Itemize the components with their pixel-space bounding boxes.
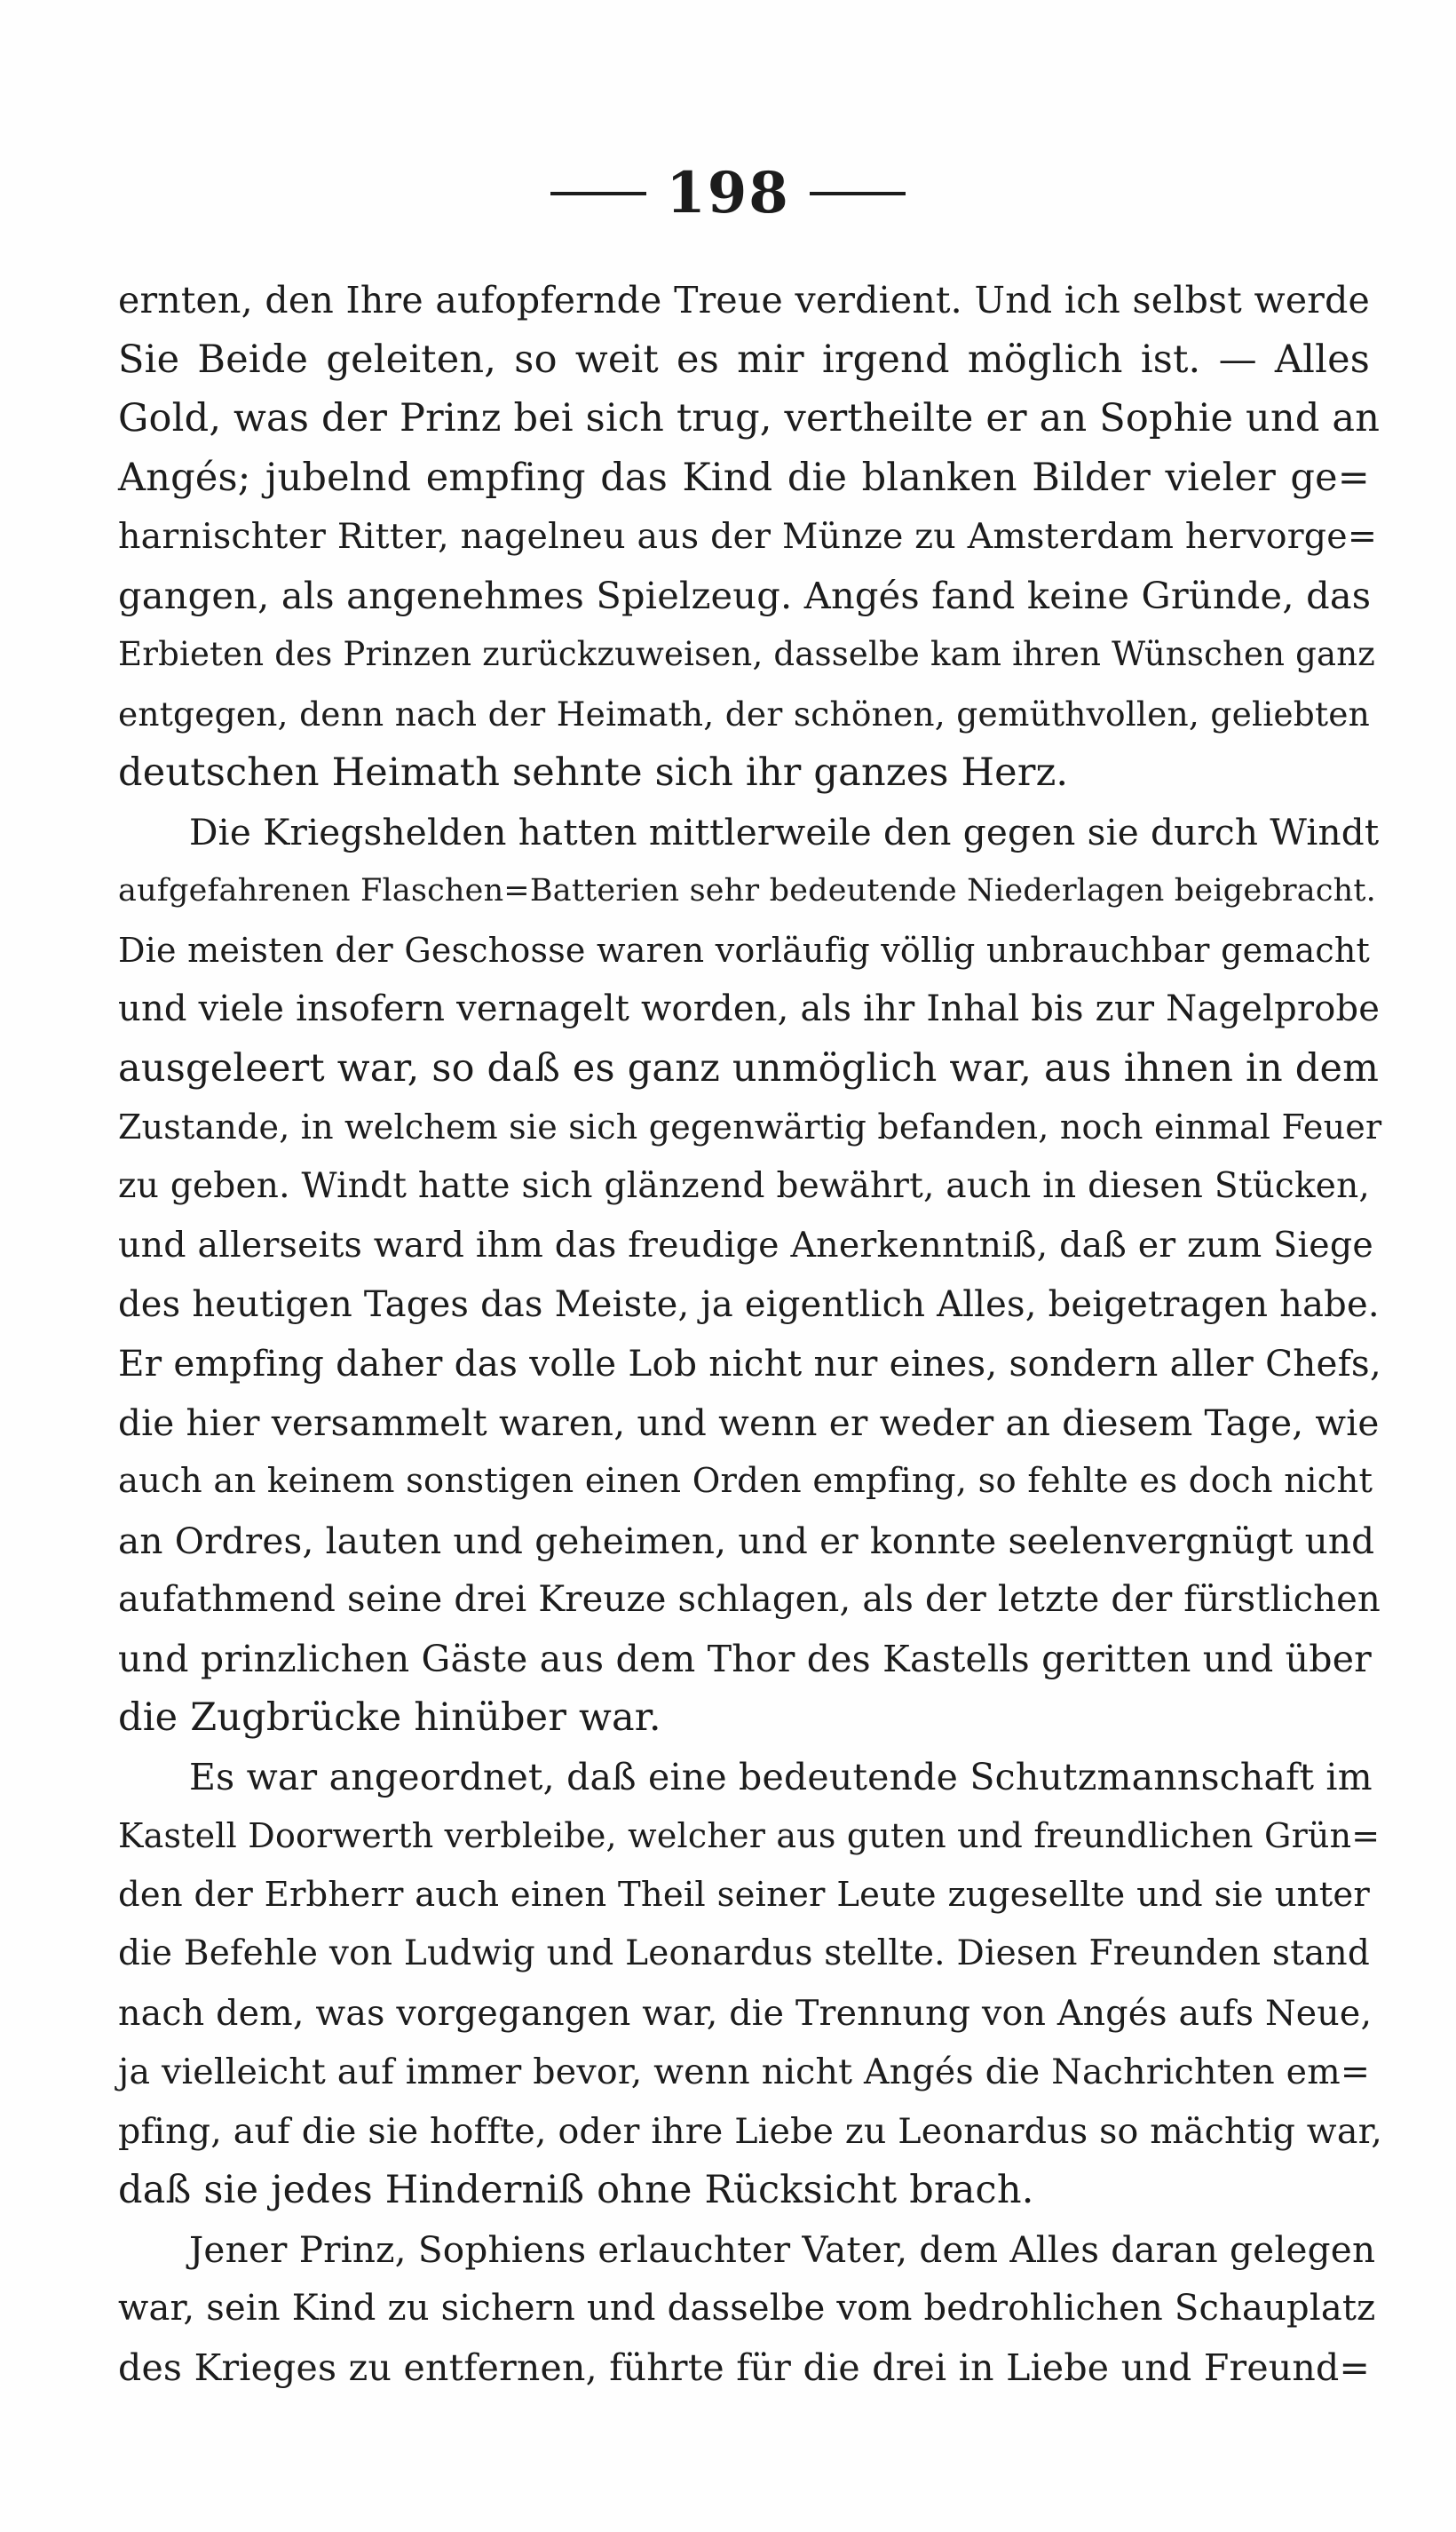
text-line: und allerseits ward ihm das freudige Anerkenntniß, daß er zum Siege <box>118 1225 1373 1266</box>
header-rule-left <box>550 192 646 195</box>
text-line: auch an keinem sonstigen einen Orden empfing, so fehlte es doch nicht <box>118 1461 1373 1501</box>
text-line: den der Erbherr auch einen Theil seiner Leute zugesellte und sie unter <box>118 1874 1370 1915</box>
text-line: Es war angeordnet, daß eine bedeutende Schutzmannschaft im <box>189 1755 1373 1798</box>
text-line: Erbieten des Prinzen zurückzuweisen, dasselbe kam ihren Wünschen ganz <box>118 635 1376 673</box>
text-line: harnischter Ritter, nagelneu aus der Münze zu Amsterdam hervorge= <box>118 516 1378 557</box>
text-line: ernten, den Ihre aufopfernde Treue verdient. Und ich selbst werde <box>118 279 1370 321</box>
text-line: Die meisten der Geschosse waren vorläufig völlig unbrauchbar gemacht <box>118 930 1370 970</box>
text-line: an Ordres, lauten und geheimen, und er konnte seelenvergnügt und <box>118 1519 1375 1562</box>
text-line: die hier versammelt waren, und wenn er weder an diesem Tage, wie <box>118 1401 1380 1444</box>
header-rule-right <box>810 192 906 195</box>
text-line: aufathmend seine drei Kreuze schlagen, als der letzte der fürstlichen <box>118 1579 1381 1620</box>
text-line: nach dem, was vorgegangen war, die Trennung von Angés aufs Neue, <box>118 1992 1373 2034</box>
text-line: entgegen, denn nach der Heimath, der schönen, gemüthvollen, geliebten <box>118 694 1370 734</box>
text-line: aufgefahrenen Flaschen=Batterien sehr bedeutende Niederlagen beigebracht. <box>118 873 1376 909</box>
text-line: Sie Beide geleiten, so weit es mir irgend möglich ist. — Alles <box>118 337 1370 382</box>
text-line: die Befehle von Ludwig und Leonardus stellte. Diesen Freunden stand <box>118 1933 1370 1973</box>
text-line: Angés; jubelnd empfing das Kind die blanken Bilder vieler ge= <box>118 455 1370 500</box>
text-line: und viele insofern vernagelt worden, als ihr Inhal bis zur Nagelprobe <box>118 988 1381 1029</box>
text-line: Er empfing daher das volle Lob nicht nur eines, sondern aller Chefs, <box>118 1342 1381 1385</box>
text-line: Kastell Doorwerth verbleibe, welcher aus guten und freundlichen Grün= <box>118 1816 1381 1855</box>
text-line: deutschen Heimath sehnte sich ihr ganzes Herz. <box>118 750 1069 795</box>
text-line: die Zugbrücke hinüber war. <box>118 1695 661 1740</box>
text-line: des heutigen Tages das Meiste, ja eigentlich Alles, beigetragen habe. <box>118 1283 1380 1325</box>
text-line: ja vielleicht auf immer bevor, wenn nicht Angés die Nachrichten em= <box>118 2052 1371 2092</box>
text-line: gangen, als angenehmes Spielzeug. Angés fand keine Gründe, das <box>118 573 1372 617</box>
text-line: des Krieges zu entfernen, führte für die drei in Liebe und Freund= <box>118 2345 1370 2389</box>
text-line: Gold, was der Prinz bei sich trug, vertheilte er an Sophie und an <box>118 396 1381 441</box>
text-line: Die Kriegshelden hatten mittlerweile den gegen sie durch Windt <box>189 810 1380 853</box>
text-line: ausgeleert war, so daß es ganz unmöglich war, aus ihnen in dem <box>118 1045 1380 1091</box>
text-line: Zustande, in welchem sie sich gegenwärtig befanden, noch einmal Feuer <box>118 1107 1382 1147</box>
text-line: und prinzlichen Gäste aus dem Thor des Kastells geritten und über <box>118 1637 1372 1680</box>
body-text <box>118 271 1383 2397</box>
page-number: 198 <box>666 160 790 226</box>
text-line: zu geben. Windt hatte sich glänzend bewährt, auch in diesen Stücken, <box>118 1165 1370 1206</box>
text-line: war, sein Kind zu sichern und dasselbe vom bedrohlichen Schauplatz <box>118 2288 1376 2329</box>
page-header <box>0 158 1456 229</box>
text-line: pfing, auf die sie hoffte, oder ihre Liebe zu Leonardus so mächtig war, <box>118 2110 1383 2152</box>
text-line: daß sie jedes Hinderniß ohne Rücksicht brach. <box>118 2168 1034 2212</box>
text-line: Jener Prinz, Sophiens erlauchter Vater, dem Alles daran gelegen <box>189 2227 1376 2271</box>
